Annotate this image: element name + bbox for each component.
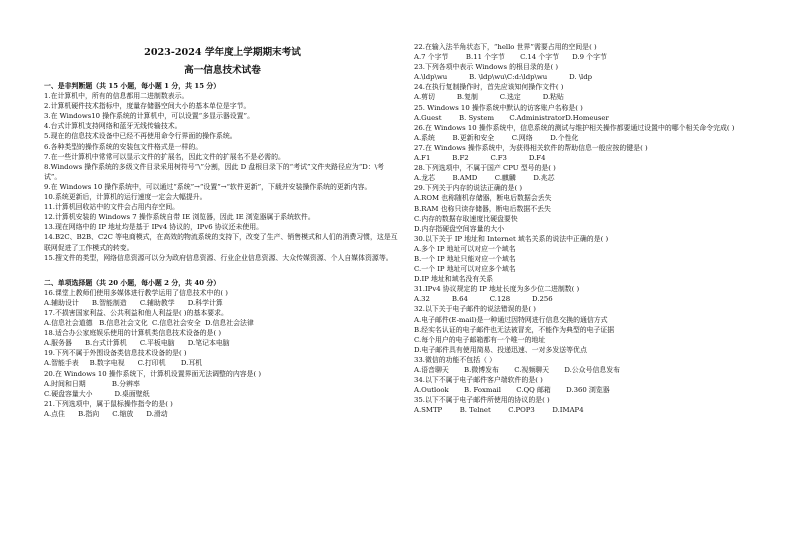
question-20: 20.在 Windows 10 操作系统下，计算机设置界面无法调整的内容是( ) xyxy=(44,369,262,378)
question-14: 14.B2C、B2B、C2C 等电商模式，在高效的物流系统的支持下，改变了生产、销售模式和人们的消费习惯，这是互联网促进了工作模式的转变。 xyxy=(44,233,398,252)
question-25: 25. Windows 10 操作系统中默认的访客账户名称是( ) xyxy=(414,103,583,112)
question-24: 24.在执行复制操作时，首先应该知何操作文件( ) xyxy=(414,83,564,92)
question-29: 29.下列关于内存的说法正确的是( ) xyxy=(414,184,523,193)
question-24-options: A.剪切 B.复制 C.选定 D.粘贴 xyxy=(414,93,564,102)
question-1: 1.在计算机中，所有的信息都用二进制数表示。 xyxy=(44,92,189,101)
question-12: 12.计算机安装的 Windows 7 操作系统自带 IE 浏览器，因此 IE 浏览器属于系统软件。 xyxy=(44,213,315,222)
question-22: 22.在输入法半角状态下，“hello 世界”需要占用的空间是( ) xyxy=(414,43,597,51)
section1-heading: 一、是非判断题（共 15 小题，每小题 1 分，共 15 分） xyxy=(44,82,221,90)
question-18: 18.适合办公家庭娱乐使用的计算机类信息技术设备的是( ) xyxy=(44,329,222,338)
question-28-options: A.龙芯 B.AMD C.麒麟 D.兆芯 xyxy=(414,174,555,183)
question-23: 23.下列各项中表示 Windows 的根目录的是( ) xyxy=(414,63,559,72)
question-17: 17.不损害国家利益、公共利益和他人利益是( )的基本要求。 xyxy=(44,308,228,317)
question-10: 10.系统更新后，计算机的运行速度一定会大幅提升。 xyxy=(44,193,207,202)
question-25-options: A.Guest B. System C.AdministratorD.Homeuser xyxy=(414,113,609,122)
question-13: 13.现在网络中的 IP 地址均是基于 IPv4 协议的，IPv6 协议还未使用。 xyxy=(44,223,264,232)
question-7: 7.在一些计算机中常常可以显示文件的扩展名，因此文件的扩展名不是必需的。 xyxy=(44,152,285,161)
question-21-options: A.点住 B.指向 C.缩放 D.滑动 xyxy=(44,409,168,418)
question-5: 5.现在的信息技术设备中已经不再使用命令行界面的操作系统。 xyxy=(44,132,237,141)
question-27: 27.在 Windows 操作系统中，为获得相关软件的帮助信息一般应按的键是( ) xyxy=(414,143,648,152)
question-15: 15.搜文件的类型，网络信息资源可以分为政府信息资源、行业企业信息资源、大众传媒资源、个人自媒体资源等。 xyxy=(44,253,393,262)
section2-left-list xyxy=(44,288,401,419)
question-26: 26.在 Windows 10 操作系统中，信息系统的测试与维护相关操作都要通过设置中的哪个相关命令完成( ) xyxy=(414,123,735,132)
question-27-options: A.F1 B.F2 C.F3 D.F4 xyxy=(414,154,546,163)
question-20-options: A.时间和日期 B.分辨率 C.硬盘容量大小 D.桌面壁纸 xyxy=(44,379,150,398)
question-16: 16.课堂上教师们使用多媒体进行教学运用了信息技术中的( ) xyxy=(44,288,228,297)
question-31-options: A.32 B.64 C.128 D.256 xyxy=(414,295,553,304)
question-30: 30.以下关于 IP 地址和 Internet 域名关系的说法中正确的是( ) xyxy=(414,234,609,243)
question-21: 21.下列选项中，属于鼠标操作指令的是( ) xyxy=(44,399,173,408)
right-column xyxy=(414,42,770,415)
question-4: 4.台式计算机支持网络和蓝牙无线传输技术。 xyxy=(44,122,182,131)
question-11: 11.计算机回收站中的文件会占用内存空间。 xyxy=(44,203,179,212)
section1-list xyxy=(44,91,401,263)
question-35: 35.以下不属于电子邮件所使用的协议的是( ) xyxy=(414,396,550,405)
question-35-options: A.SMTP B. Telnet C.POP3 D.IMAP4 xyxy=(414,406,584,415)
question-19: 19.下列不属于外围设备类信息技术设备的是( ) xyxy=(44,349,187,358)
question-16-options: A.辅助设计 B.智能制造 C.辅助教学 D.科学计算 xyxy=(44,298,223,307)
question-23-options: A.\ldp\wu B. \ldp\wu\C:d:\ldp\wu D. \ldp xyxy=(414,73,593,82)
question-32-options: A.电子邮件(E-mail)是一种通过因特网进行信息交换的通信方式 B.经实名认证的电子邮件也无法被冒充，不能作为典型的电子证据 C.每个用户的电子邮箱都有一个唯一的地址 D.电子邮件具有使用简易、投递迅速、一对多发送等优点 xyxy=(414,315,615,354)
question-6: 6.各种类型的操作系统的安装包文件格式是一样的。 xyxy=(44,142,203,151)
question-33-options: A.语音聊天 B.微博发布 C.视频聊天 D.公众号信息发布 xyxy=(414,366,621,374)
question-3: 3.在 Windows10 操作系统的计算机中，可以设置“多显示器设置”。 xyxy=(44,112,254,121)
exam-subtitle: 高一信息技术试卷 xyxy=(184,65,261,76)
left-column xyxy=(44,80,401,419)
question-32: 32.以下关于电子邮件的说法错误的是( ) xyxy=(414,305,536,314)
question-22-options: A.7 个字节 B.11 个字节 C.14 个字节 D.9 个字节 xyxy=(414,53,607,62)
question-19-options: A.智能手表 B.数字电视 C.打印机 D.耳机 xyxy=(44,359,203,368)
question-34: 34.以下不属于电子邮件客户端软件的是( ) xyxy=(414,376,543,385)
question-17-options: A.信息社会道德 B.信息社会文化 C.信息社会安全 D.信息社会法律 xyxy=(44,319,254,328)
question-30-options: A.多个 IP 地址可以对应一个域名 B.一个 IP 地址只能对应一个域名 C.一个 IP 地址可以对应多个域名 D.IP 地址和域名没有关系 xyxy=(414,244,516,284)
question-28: 28.下列选项中，不属于国产 CPU 型号的是( ) xyxy=(414,164,556,173)
question-31: 31.IPv4 协议规定的 IP 地址长度为多少位二进制数( ) xyxy=(414,285,580,294)
exam-title: 2023-2024 学年度上学期期末考试 xyxy=(144,47,301,58)
question-26-options: A.系统 B.更新和安全 C.网络 D.个性化 xyxy=(414,133,579,142)
section2-heading: 二、单项选择题（共 20 小题，每小题 2 分，共 40 分） xyxy=(44,278,221,287)
question-33: 33.微信的功能不包括（ ） xyxy=(414,355,497,364)
question-34-options: A.Outlook B. Foxmail C.QQ 邮箱 D.360 浏览器 xyxy=(414,386,610,395)
question-9: 9.在 Windows 10 操作系统中，可以通过“系统”→“设置”→“软件更新”，下载并安装操作系统的更新内容。 xyxy=(44,182,372,191)
question-18-options: A.服务器 B.台式计算机 C.平板电脑 D.笔记本电脑 xyxy=(44,339,230,348)
question-2: 2.计算机硬件技术指标中，度量存储器空间大小的基本单位是字节。 xyxy=(44,102,251,111)
question-29-options: A.ROM 也称随机存储器，断电后数据会丢失 B.RAM 也称只读存储器，断电后数据不丢失 C.内存的数据存取速度比硬盘要快 D.内存指硬盘空间容量的大小 xyxy=(414,194,552,233)
question-8: 8.Windows 操作系统的多级文件目录采用树符号“\”分割，因此 D 盘根目录下的“考试”文件夹路径应为“D：\考试”。 xyxy=(44,162,384,181)
